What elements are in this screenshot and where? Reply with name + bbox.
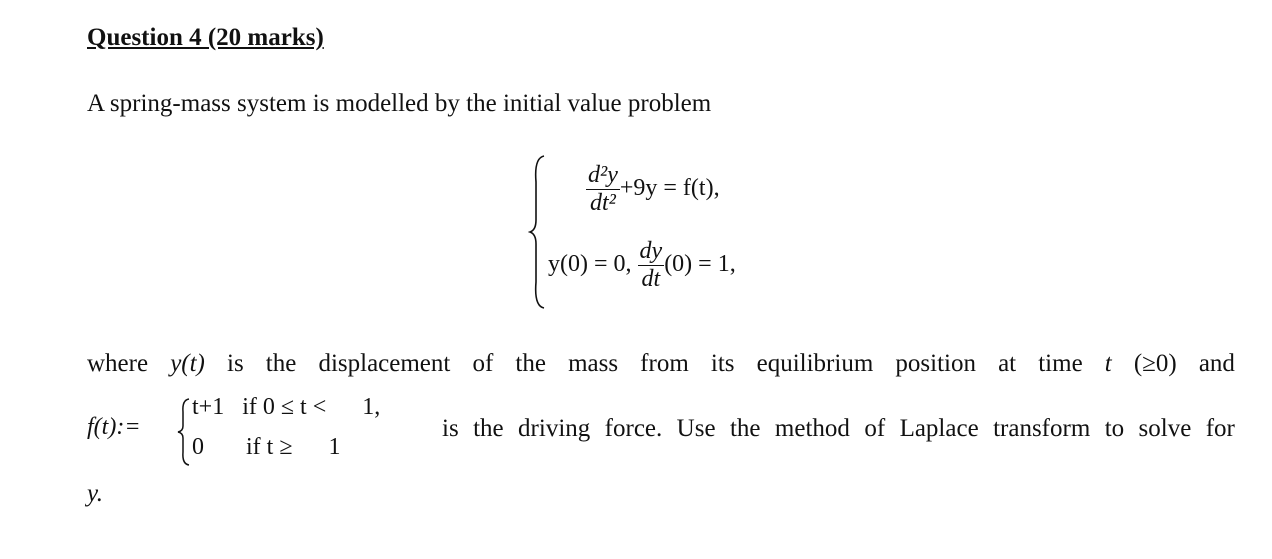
word: its	[710, 350, 735, 377]
word: is	[442, 415, 459, 442]
word: time	[1038, 350, 1083, 377]
eq1-denominator: dt²	[586, 189, 620, 217]
eq1-numerator: d²y	[588, 162, 618, 188]
eq1-rest: +9y = f(t),	[619, 175, 720, 202]
word: solve	[1138, 415, 1192, 442]
word: Laplace	[899, 415, 979, 442]
first-derivative-fraction	[638, 238, 665, 293]
left-brace-icon	[528, 152, 548, 312]
second-derivative-fraction	[586, 162, 620, 217]
driving-force-sentence	[442, 415, 1235, 443]
word: force.	[604, 415, 663, 442]
word: displacement	[318, 350, 451, 377]
where-line	[87, 350, 1235, 378]
eq2-numerator: dy	[639, 238, 663, 264]
initial-conditions	[548, 238, 736, 293]
word: method	[774, 415, 850, 442]
ivp-system	[528, 152, 828, 312]
word: mass	[568, 350, 619, 377]
word: is	[227, 350, 244, 377]
question-title: Question 4 (20 marks)	[87, 24, 324, 51]
word: equilibrium	[756, 350, 874, 377]
word: of	[472, 350, 494, 377]
word: the	[729, 415, 761, 442]
piecewise-case-1: t+1 if 0 ≤ t < 1,	[192, 394, 381, 420]
word: (≥0)	[1133, 350, 1177, 377]
word: and	[1198, 350, 1235, 377]
word: y(t)	[170, 350, 205, 377]
word: for	[1205, 415, 1235, 442]
f-lhs: f(t):=	[87, 414, 141, 440]
word: transform	[993, 415, 1091, 442]
word: from	[640, 350, 689, 377]
word: the	[515, 350, 546, 377]
word: position	[895, 350, 976, 377]
final-variable: y.	[87, 480, 103, 507]
piecewise-brace-icon	[177, 396, 191, 468]
word: of	[864, 415, 886, 442]
word: the	[473, 415, 504, 442]
word: t	[1104, 350, 1112, 377]
word: driving	[518, 415, 591, 442]
driving-force-definition	[87, 396, 1247, 466]
word: where	[87, 350, 149, 377]
differential-equation	[586, 162, 720, 217]
eq2-rest: (0) = 1,	[664, 251, 736, 278]
word: the	[265, 350, 297, 377]
word: at	[998, 350, 1017, 377]
eq2-left: y(0) = 0,	[548, 251, 632, 278]
word: to	[1104, 415, 1125, 442]
word: Use	[676, 415, 716, 442]
intro-text: A spring-mass system is modelled by the initial value problem	[87, 90, 712, 117]
eq2-denominator: dt	[638, 265, 665, 293]
piecewise-case-2: 0 if t ≥ 1	[192, 434, 341, 460]
